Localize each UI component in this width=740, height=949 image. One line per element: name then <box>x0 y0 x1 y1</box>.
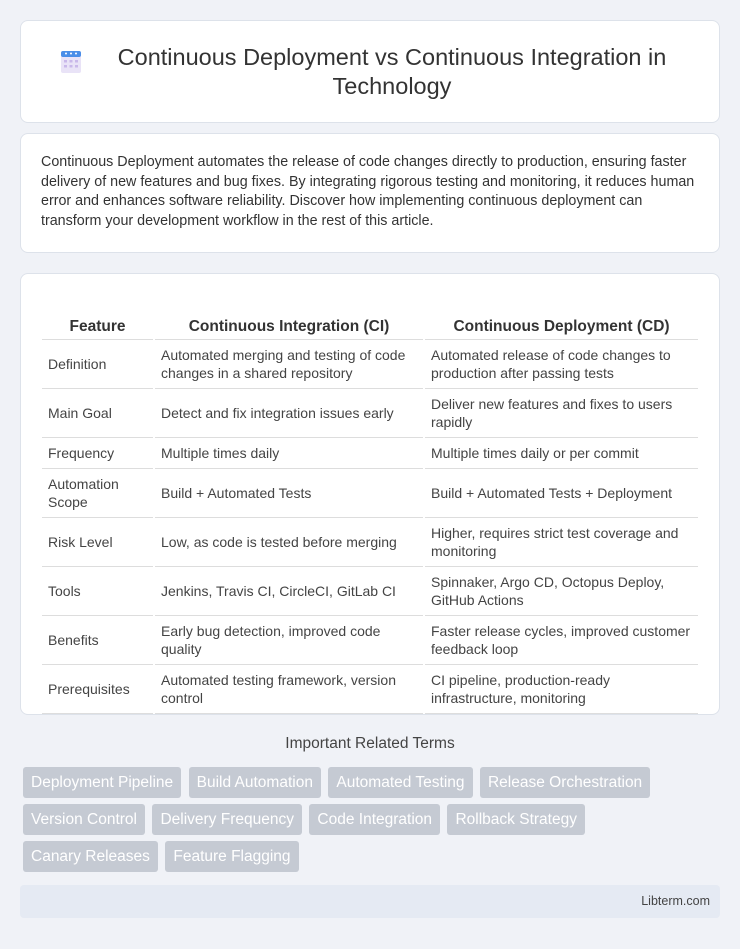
table-row <box>42 468 698 517</box>
comparison-table <box>42 294 698 714</box>
tag-automated-testing[interactable]: Automated Testing <box>328 767 472 798</box>
table-row <box>42 339 698 388</box>
tag-deployment-pipeline[interactable]: Deployment Pipeline <box>23 767 181 798</box>
tag-release-orchestration[interactable]: Release Orchestration <box>480 767 650 798</box>
cd-cell: Build + Automated Tests + Deployment <box>424 468 698 517</box>
row-label: Automation Scope <box>42 468 154 517</box>
table-row <box>42 437 698 468</box>
related-terms-list <box>23 767 703 878</box>
tag-rollback-strategy[interactable]: Rollback Strategy <box>447 804 584 835</box>
cd-cell: Multiple times daily or per commit <box>424 437 698 468</box>
title-card <box>20 20 720 123</box>
table-row <box>42 566 698 615</box>
tag-feature-flagging[interactable]: Feature Flagging <box>165 841 298 872</box>
tag-build-automation[interactable]: Build Automation <box>189 767 321 798</box>
intro-paragraph: Continuous Deployment automates the release of code changes directly to production, ensuring faster delivery of new features and bug fixes. By integrating rigorous testing and monitoring, it reduces human error and enhances software reliability. Discover how implementing continuous deployment can transform your development workflow in the rest of this article. <box>41 154 695 229</box>
row-label: Benefits <box>42 615 154 664</box>
tag-code-integration[interactable]: Code Integration <box>309 804 440 835</box>
ci-cell: Jenkins, Travis CI, CircleCI, GitLab CI <box>154 566 424 615</box>
cd-cell: Automated release of code changes to production after passing tests <box>424 339 698 388</box>
table-row <box>42 517 698 566</box>
cd-cell: Deliver new features and fixes to users rapidly <box>424 388 698 437</box>
ci-cell: Low, as code is tested before merging <box>154 517 424 566</box>
row-label: Prerequisites <box>42 664 154 713</box>
tag-version-control[interactable]: Version Control <box>23 804 145 835</box>
ci-cell: Detect and fix integration issues early <box>154 388 424 437</box>
table-row <box>42 615 698 664</box>
document-icon <box>58 49 84 75</box>
cd-cell: Spinnaker, Argo CD, Octopus Deploy, GitHub Actions <box>424 566 698 615</box>
ci-cell: Build + Automated Tests <box>154 468 424 517</box>
cd-cell: Higher, requires strict test coverage and monitoring <box>424 517 698 566</box>
page-title: Continuous Deployment vs Continuous Integration in Technology <box>117 43 667 99</box>
header-cd: Continuous Deployment (CD) <box>424 294 698 339</box>
header-feature: Feature <box>42 294 154 339</box>
footer-site-link[interactable]: Libterm.com <box>641 894 710 908</box>
footer <box>20 885 720 918</box>
header-ci: Continuous Integration (CI) <box>154 294 424 339</box>
cd-cell: CI pipeline, production-ready infrastructure, monitoring <box>424 664 698 713</box>
ci-cell: Automated merging and testing of code changes in a shared repository <box>154 339 424 388</box>
cd-cell: Faster release cycles, improved customer feedback loop <box>424 615 698 664</box>
related-terms-heading: Important Related Terms <box>285 735 455 752</box>
row-label: Tools <box>42 566 154 615</box>
row-label: Main Goal <box>42 388 154 437</box>
ci-cell: Multiple times daily <box>154 437 424 468</box>
table-row <box>42 664 698 713</box>
row-label: Definition <box>42 339 154 388</box>
row-label: Frequency <box>42 437 154 468</box>
row-label: Risk Level <box>42 517 154 566</box>
tag-delivery-frequency[interactable]: Delivery Frequency <box>152 804 302 835</box>
table-row <box>42 388 698 437</box>
intro-card <box>20 133 720 253</box>
ci-cell: Early bug detection, improved code quality <box>154 615 424 664</box>
table-header-row <box>42 294 698 339</box>
ci-cell: Automated testing framework, version control <box>154 664 424 713</box>
tag-canary-releases[interactable]: Canary Releases <box>23 841 158 872</box>
comparison-card <box>20 273 720 715</box>
